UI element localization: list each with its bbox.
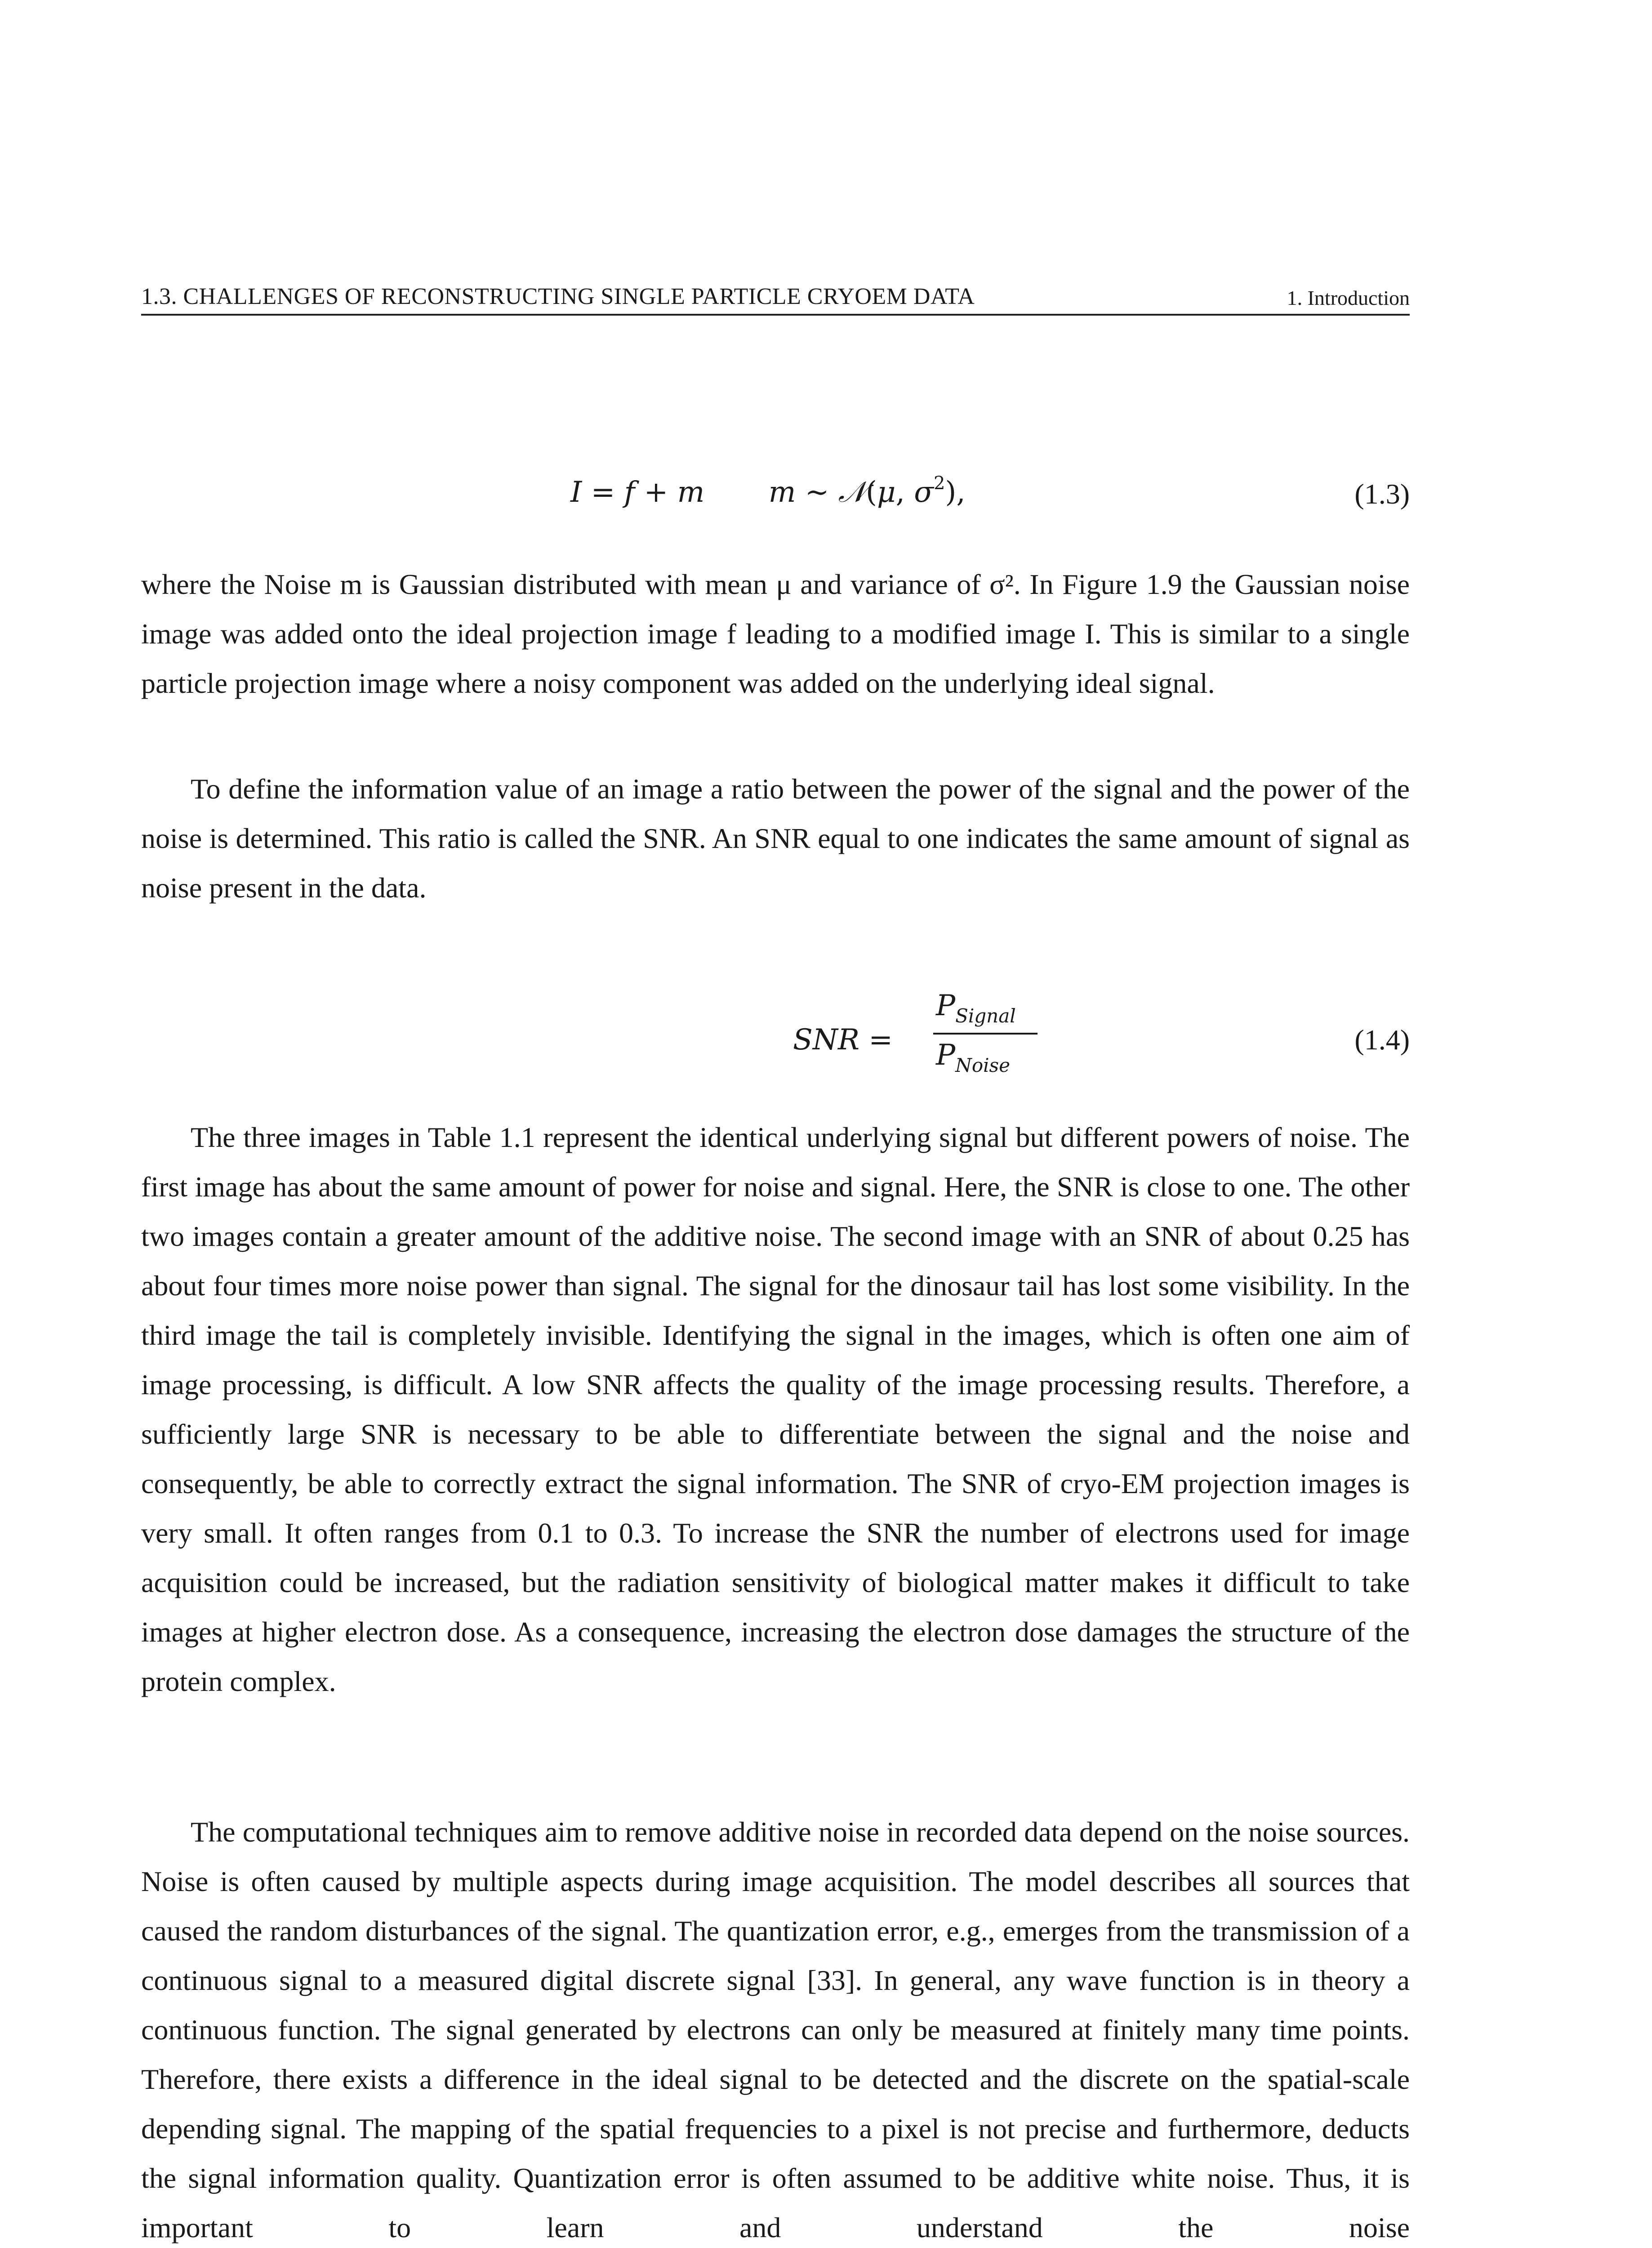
paragraph-2 [141,764,1410,913]
paragraph-4-text: The computational techniques aim to remove additive noise in recorded data depend on the noise sources. Noise is often caused by multiple aspects during image acquisition. The model describes all sources that caused the random disturbances of the signal. The quantization error, e.g., emerges from the transmission of a continuous signal to a measured digital discrete signal [33]. In general, any wave function is in theory a continuous function. The signal generated by electrons can only be measured at finitely many time points. Therefore, there exists a difference in the ideal signal to be detected and the discrete on the spatial-scale depending signal. The mapping of the spatial frequencies to a pixel is not precise and furthermore, deducts the signal information quality. Quantization error is often assumed to be additive white noise. Thus, it is important to learn and understand the noise [141,1816,1410,2244]
paragraph-2-text: To define the information value of an image a ratio between the power of the signal and the power of the noise is determined. This ratio is called the SNR. An SNR equal to one indicates the same amount of signal as noise present in the data. [141,773,1410,904]
paragraph-3 [141,1113,1410,1706]
header-chapter-title: 1. Introduction [1287,286,1410,309]
paragraph-4 [141,1807,1410,2248]
header-section-title: 1.3. CHALLENGES OF RECONSTRUCTING SINGLE PARTICLE CRYOEM DATA [141,284,975,309]
paragraph-1-text: where the Noise m is Gaussian distributed with mean μ and variance of σ². In Figure 1.9 the Gaussian noise image was added onto the ideal projection image f leading to a modified image I. This is similar to a single particle projection image where a noisy component was added on the underlying ideal signal. [141,568,1410,699]
equation-number: (1.3) [1354,478,1410,510]
equation-number: (1.4) [1354,1024,1410,1056]
equation-1-3 [141,468,1410,517]
paragraph-1 [141,560,1410,708]
equation-1-3-body: I = f + m m ∼ 𝒩(μ, $\sigma^2$), [570,473,966,509]
running-header [141,273,1410,316]
paragraph-3-text: The three images in Table 1.1 represent the identical underlying signal but different powers of noise. The first image has about the same amount of power for noise and signal. Here, the SNR is close to one. The other two images contain a greater amount of the additive noise. The second image with an SNR of about 0.25 has about four times more noise power than signal. The signal for the dinosaur tail has lost some visibility. In the third image the tail is completely invisible. Identifying the signal in the images, which is often one aim of image processing, is difficult. A low SNR affects the quality of the image processing results. Therefore, a sufficiently large SNR is necessary to be able to differentiate between the signal and the noise and consequently, be able to correctly extract the signal information. The SNR of cryo-EM projection images is very small. It often ranges from 0.1 to 0.3. To increase the SNR the number of electrons used for image acquisition could be increased, but the radiation sensitivity of biological matter makes it difficult to take images at higher electron dose. As a consequence, increasing the electron dose damages the structure of the protein complex. [141,1121,1410,1697]
equation-1-4: SNR = $P_{Signal}$ $P_{Noise}$ (1.4) [793,989,1410,1076]
